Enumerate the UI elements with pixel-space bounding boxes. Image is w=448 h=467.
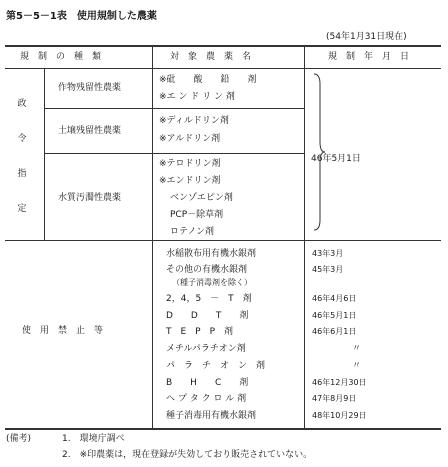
banned-item: パ ラ チ オ ン 剤 xyxy=(166,361,266,371)
note-item: 1. 環境庁調べ xyxy=(62,434,125,444)
banned-date: 45年3月 xyxy=(312,265,344,274)
group-name: 土壌残留性農薬 xyxy=(58,126,122,136)
banned-label: 使 用 禁 止 等 xyxy=(22,326,104,336)
as-of-date: (54年1月31日現在) xyxy=(326,32,407,42)
pesticide-item: ※ディルドリン剤 xyxy=(159,116,229,126)
banned-date: 46年12月30日 xyxy=(312,378,367,387)
banned-item: 水稲散布用有機水銀剤 xyxy=(166,249,257,259)
banned-item: 種子消毒用有機水銀剤 xyxy=(166,411,257,421)
banned-item: D D T 剤 xyxy=(166,311,249,321)
pesticide-item: ※アルドリン剤 xyxy=(159,134,221,144)
note-item: 2. ※印農薬は，現在登録が失効しており販売されていない。 xyxy=(62,450,313,460)
cabinet-label-char: 令 xyxy=(17,134,27,144)
banned-item: その他の有機水銀剤 xyxy=(166,265,248,275)
banned-date: 47年8月9日 xyxy=(312,394,357,403)
banned-date: 43年3月 xyxy=(312,249,344,258)
banned-date: 46年4月6日 xyxy=(312,294,357,303)
notes-label: (備考) xyxy=(6,434,32,444)
banned-item: ヘ プ タ ク ロ ル 剤 xyxy=(166,394,247,404)
group-name: 作物残留性農薬 xyxy=(58,83,122,93)
banned-item: B H C 剤 xyxy=(166,378,249,388)
banned-date: 〃 xyxy=(352,361,362,371)
banned-date: 46年6月1日 xyxy=(312,327,357,336)
banned-date: 〃 xyxy=(352,344,362,354)
pesticide-item: ※エ ン ド リ ン 剤 xyxy=(159,92,235,102)
pesticide-item: ベンゾエピン剤 xyxy=(170,193,233,203)
banned-item: メチルパラチオン剤 xyxy=(166,344,246,354)
cabinet-label-char: 定 xyxy=(17,204,27,214)
banned-item: （種子消毒剤を除く） xyxy=(172,278,252,287)
banned-date: 48年10月29日 xyxy=(312,411,367,420)
brace-icon xyxy=(312,72,326,232)
pesticide-item: ※砒 酸 鉛 剤 xyxy=(159,75,257,85)
header-date: 規 制 年 月 日 xyxy=(328,52,410,62)
group-name: 水質汚濁性農薬 xyxy=(58,193,122,203)
cabinet-label-char: 指 xyxy=(17,169,27,179)
cabinet-date: 46年5月1日 xyxy=(311,154,361,164)
header-pesticide: 対 象 農 薬 名 xyxy=(170,52,252,62)
pesticide-item: ※エンドリン剤 xyxy=(159,176,221,186)
cabinet-label-char: 政 xyxy=(17,99,27,109)
pesticide-item: ※テロドリン剤 xyxy=(159,159,221,169)
header-category: 規 制 の 種 類 xyxy=(20,52,102,62)
banned-item: T E P P 剤 xyxy=(166,327,234,337)
table-title: 第5－5－1表 使用規制した農薬 xyxy=(6,11,157,22)
banned-item: 2，4，5 － T 剤 xyxy=(166,294,252,304)
pesticide-item: ロテノン剤 xyxy=(170,227,215,237)
banned-date: 46年5月1日 xyxy=(312,311,357,320)
pesticide-item: PCP－除草剤 xyxy=(170,210,224,220)
